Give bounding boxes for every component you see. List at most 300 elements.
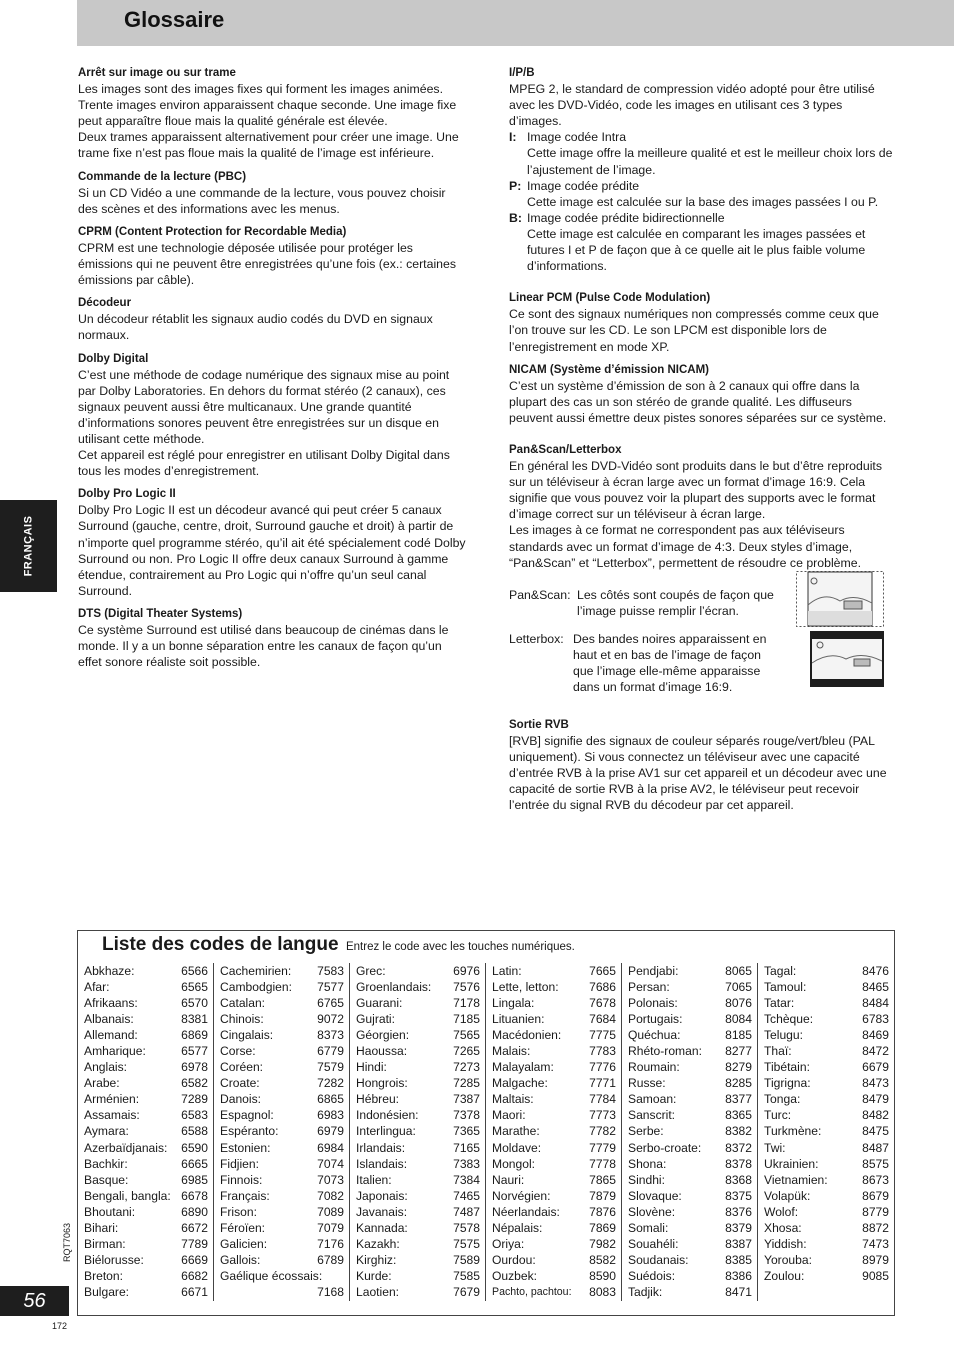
language-name: Telugu:: [764, 1028, 803, 1043]
language-code: 7079: [317, 1220, 344, 1235]
language-name: Galicien:: [220, 1236, 268, 1251]
language-name: Islandais:: [356, 1156, 408, 1171]
language-entry: [492, 1107, 616, 1123]
language-entry: [628, 1236, 752, 1252]
language-entry: [628, 995, 752, 1011]
language-entry: [84, 1075, 208, 1091]
language-code: 8979: [862, 1252, 889, 1267]
language-entry: [220, 1188, 344, 1204]
language-entry: [84, 1284, 208, 1300]
language-entry: [356, 979, 480, 995]
language-entry: [220, 1220, 344, 1236]
language-name: Norvégien:: [492, 1188, 551, 1203]
language-column: [78, 963, 214, 1301]
ipb-desc: Cette image est calculée en comparant les images passées et futures I et P de façon que à ce quelle ait le plus faible volume d’informations.: [527, 226, 866, 274]
language-name: Basque:: [84, 1172, 129, 1187]
language-entry: [220, 1252, 344, 1268]
language-code: 7089: [317, 1204, 344, 1219]
language-code: 7082: [317, 1188, 344, 1203]
glossary-term: Décodeur: [78, 297, 132, 310]
language-name: Amharique:: [84, 1044, 146, 1059]
glossary-text: [RVB] signifie des signaux de couleur séparés rouge/vert/bleu (PAL uniquement). Si vous connectez un téléviseur avec une capacité d’entrée RVB à la prise AV1 sur cet appareil et un décodeur avec une capacité de sortie RVB à la prise AV2, le téléviseur peut recevoir l’entrée du signal RVB du décodeur par cet appareil.: [509, 733, 887, 813]
glossary-text: C’est un système d’émission de son à 2 canaux qui offre dans la plupart des cas un son stéréo de grande qualité. Les diffuseurs peuvent aussi émettre deux pistes sonores séparées sur ce système.: [509, 378, 887, 425]
language-code: 7783: [589, 1044, 616, 1059]
language-entry: [764, 1011, 889, 1027]
language-code: 7585: [453, 1268, 480, 1283]
language-code: 7782: [589, 1124, 616, 1139]
language-name: Pendjabi:: [628, 964, 679, 978]
language-entry: [84, 1268, 208, 1284]
language-name: Géorgien:: [356, 1028, 410, 1043]
language-code: 7589: [453, 1252, 480, 1267]
language-name: Rhéto-roman:: [628, 1044, 702, 1059]
language-name: Laotien:: [356, 1284, 400, 1299]
language-code: 7771: [589, 1076, 616, 1091]
language-entry: [220, 1140, 344, 1156]
language-code: 6679: [862, 1060, 889, 1075]
language-code: 8385: [725, 1252, 752, 1267]
language-entry: [628, 979, 752, 995]
language-entry: [492, 1011, 616, 1027]
language-name: Serbo-croate:: [628, 1140, 702, 1155]
language-code: 7565: [453, 1028, 480, 1043]
language-name: Azerbaïdjanais:: [84, 1140, 168, 1155]
language-entry: [764, 995, 889, 1011]
language-entry: [492, 1059, 616, 1075]
language-name: Serbe:: [628, 1124, 664, 1139]
glossary-text: Les images sont des images fixes qui forment les images animées. Trente images environ apparaissent chaque seconde. Une image fixe peut apparaître floue mais la qualité générale est élevée.: [78, 82, 457, 129]
language-name: Tamoul:: [764, 980, 807, 995]
language-entry: [492, 1043, 616, 1059]
language-name: Bulgare:: [84, 1284, 130, 1299]
language-name: Turc:: [764, 1108, 792, 1123]
language-entry: [84, 1204, 208, 1220]
language-name: Samoan:: [628, 1092, 677, 1107]
language-name: Slovaque:: [628, 1188, 682, 1203]
language-entry: [356, 1123, 480, 1139]
language-entry: [84, 1188, 208, 1204]
language-code: 8368: [725, 1172, 752, 1187]
language-code: 7265: [453, 1044, 480, 1059]
language-code: 7779: [589, 1140, 616, 1155]
language-entry: [356, 1204, 480, 1220]
glossary-entry: [78, 65, 466, 162]
glossary-text: Si un CD Vidéo a une commande de la lecture, vous pouvez choisir des scènes et des informations avec les menus.: [78, 185, 446, 216]
language-entry: [356, 995, 480, 1011]
language-code: 7176: [317, 1236, 344, 1251]
language-name: Irlandais:: [356, 1140, 406, 1155]
language-code: 9072: [317, 1012, 344, 1027]
language-code: 8484: [862, 996, 889, 1011]
language-entry: [356, 1091, 480, 1107]
language-code: 7384: [453, 1172, 480, 1187]
language-entry: [764, 963, 889, 979]
language-entry: [84, 1140, 208, 1156]
language-entry: [492, 1252, 616, 1268]
language-entry: [492, 1091, 616, 1107]
language-code: 8487: [862, 1140, 889, 1155]
language-entry: [764, 1268, 889, 1284]
language-name: Breton:: [84, 1268, 123, 1283]
language-entry: [356, 1236, 480, 1252]
ipb-desc: Cette image est calculée sur la base des images passées I ou P.: [527, 194, 879, 209]
language-name: Wolof:: [764, 1204, 799, 1219]
language-code: 6789: [317, 1252, 344, 1267]
language-code: 7865: [589, 1172, 616, 1187]
language-codes-heading: [102, 934, 575, 956]
language-code: 7387: [453, 1092, 480, 1107]
language-name: Sanscrit:: [628, 1108, 676, 1123]
language-code: 8469: [862, 1028, 889, 1043]
language-entry: [628, 1156, 752, 1172]
language-code: 7465: [453, 1188, 480, 1203]
language-code: 8377: [725, 1092, 752, 1107]
letterbox-key: Letterbox:: [509, 631, 564, 646]
language-entry: [492, 1220, 616, 1236]
language-name: Kannada:: [356, 1220, 408, 1235]
language-code: 7577: [317, 980, 344, 995]
language-code: 8083: [589, 1284, 616, 1299]
language-name: Thaï:: [764, 1044, 792, 1059]
language-code: 8185: [725, 1028, 752, 1043]
language-entry: [492, 995, 616, 1011]
language-code: 6566: [181, 964, 208, 978]
language-entry: [628, 1059, 752, 1075]
language-entry: [628, 1172, 752, 1188]
language-name: Xhosa:: [764, 1220, 802, 1235]
language-entry: [492, 1204, 616, 1220]
language-entry: [356, 1140, 480, 1156]
language-code: 7784: [589, 1092, 616, 1107]
ipb-desc: Cette image offre la meilleure qualité et est le meilleur choix lors de l’ajustement de l’image.: [527, 146, 893, 177]
language-name: Pachto, pachtou:: [492, 1285, 572, 1298]
language-code: 8381: [181, 1012, 208, 1027]
language-entry: [764, 1156, 889, 1172]
language-code: 7575: [453, 1236, 480, 1251]
language-name: Groenlandais:: [356, 980, 432, 995]
language-code: 8472: [862, 1044, 889, 1059]
language-column: [758, 963, 894, 1301]
language-name: Oriya:: [492, 1236, 525, 1251]
language-name: Latin:: [492, 964, 522, 978]
language-entry: [764, 1172, 889, 1188]
glossary-term: Sortie RVB: [509, 718, 569, 731]
language-name: Coréen:: [220, 1060, 264, 1075]
language-side-tab: [0, 500, 57, 592]
language-code: 7282: [317, 1076, 344, 1091]
language-entry: [356, 963, 480, 979]
ipb-title: Image codée prédite bidirectionnelle: [527, 210, 725, 225]
language-code: 7285: [453, 1076, 480, 1091]
language-code: 7383: [453, 1156, 480, 1171]
glossary-term: Linear PCM (Pulse Code Modulation): [509, 292, 711, 305]
language-entry: [628, 1027, 752, 1043]
glossary-text: C’est une méthode de codage numérique des signaux mise au point par Dolby Laboratories. En dehors du format stéréo (2 canaux), ces signaux peuvent aussi être multicanaux. Une grande quantité d’informations sonores peuvent être enregistrées sur un disque en utilisant cette méthode.: [78, 367, 450, 446]
panscan-desc: Les côtés sont coupés de façon que l’image puisse remplir l’écran.: [577, 587, 774, 618]
language-name: Cachemirien:: [220, 964, 292, 978]
language-entry: [628, 1123, 752, 1139]
glossary-term: Dolby Digital: [78, 352, 149, 365]
language-entry: [356, 1059, 480, 1075]
language-name: Hindi:: [356, 1060, 387, 1075]
language-entry: [220, 1172, 344, 1188]
language-name: Bihari:: [84, 1220, 119, 1235]
glossary-right-column: [509, 65, 897, 820]
language-code: 8673: [862, 1172, 889, 1187]
ipb-item: [509, 178, 897, 194]
glossary-text: En général les DVD-Vidéo sont produits dans le but d’être reproduits sur un téléviseur à écran large avec un format d’image 16:9. Cela signifie que vous pouvez voir la plupart des supports avec le format d’image correct sur un téléviseur à écran large.: [509, 459, 882, 522]
language-code: 7365: [453, 1124, 480, 1139]
language-name: Féroïen:: [220, 1220, 266, 1235]
language-name: Lingala:: [492, 996, 535, 1011]
language-entry: [84, 1236, 208, 1252]
language-entry: [628, 1075, 752, 1091]
language-entry: [492, 1284, 616, 1300]
ipb-title: Image codée Intra: [527, 130, 627, 145]
language-code: 6890: [181, 1204, 208, 1219]
language-name: Nauri:: [492, 1172, 525, 1187]
language-name: Bengali, bangla:: [84, 1188, 171, 1203]
glossary-entry: [78, 486, 466, 599]
language-entry: [628, 1107, 752, 1123]
language-code: 7678: [589, 996, 616, 1011]
language-name: Yorouba:: [764, 1252, 812, 1267]
language-code: 7876: [589, 1204, 616, 1219]
panscan-illustration: [796, 571, 884, 627]
language-name: Maltais:: [492, 1092, 534, 1107]
language-entry: [764, 1107, 889, 1123]
language-code: 7576: [453, 980, 480, 995]
language-name: Bhoutani:: [84, 1204, 136, 1219]
language-code: 6672: [181, 1220, 208, 1235]
language-name: Lituanien:: [492, 1012, 545, 1027]
glossary-term: NICAM (Système d’émission NICAM): [509, 363, 710, 376]
language-entry: [220, 1027, 344, 1043]
language-name: Arménien:: [84, 1092, 140, 1107]
language-name: Souahéli:: [628, 1236, 679, 1251]
language-code: 8679: [862, 1188, 889, 1203]
language-entry: [84, 1011, 208, 1027]
language-entry: [84, 1123, 208, 1139]
language-name: Shona:: [628, 1156, 667, 1171]
panscan-row: [509, 587, 897, 631]
language-name: Russe:: [628, 1076, 666, 1091]
language-entry: [356, 1220, 480, 1236]
language-name: Tadjik:: [628, 1284, 663, 1299]
language-name: Suédois:: [628, 1268, 676, 1283]
language-name: Danois:: [220, 1092, 262, 1107]
language-name: Anglais:: [84, 1060, 128, 1075]
language-code: 6865: [317, 1092, 344, 1107]
language-code: 7185: [453, 1012, 480, 1027]
language-entry: [84, 1252, 208, 1268]
glossary-entry: [78, 169, 466, 217]
language-name: Haoussa:: [356, 1044, 408, 1059]
language-entry: [84, 979, 208, 995]
language-code: 6669: [181, 1252, 208, 1267]
language-code: 7773: [589, 1108, 616, 1123]
language-name: Tatar:: [764, 996, 795, 1011]
language-name: Marathe:: [492, 1124, 540, 1139]
language-name: Frison:: [220, 1204, 257, 1219]
language-entry: [628, 1043, 752, 1059]
glossary-entry: [78, 351, 466, 480]
language-name: Polonais:: [628, 996, 678, 1011]
language-name: Kazakh:: [356, 1236, 400, 1251]
language-entry: [764, 1220, 889, 1236]
language-code: 7776: [589, 1060, 616, 1075]
language-code: 8779: [862, 1204, 889, 1219]
language-name: Twi:: [764, 1140, 786, 1155]
language-code: 6577: [181, 1044, 208, 1059]
language-name: Lette, letton:: [492, 980, 559, 995]
language-name: Gaélique écossais:: [220, 1268, 323, 1283]
language-name: Tigrigna:: [764, 1076, 811, 1091]
language-code: 7579: [317, 1060, 344, 1075]
glossary-term: Arrêt sur image ou sur trame: [78, 67, 236, 79]
glossary-entry: [78, 606, 466, 670]
language-entry: [492, 1188, 616, 1204]
language-code: 8476: [862, 964, 889, 978]
language-name: Slovène:: [628, 1204, 676, 1219]
language-code: 6570: [181, 996, 208, 1011]
language-entry: [220, 1236, 344, 1252]
language-entry: [492, 1156, 616, 1172]
language-name: Malgache:: [492, 1076, 548, 1091]
language-code: 8375: [725, 1188, 752, 1203]
language-code: 7273: [453, 1060, 480, 1075]
language-column: [622, 963, 758, 1301]
language-entry: [220, 979, 344, 995]
language-name: Javanais:: [356, 1204, 408, 1219]
language-name: Malais:: [492, 1044, 531, 1059]
language-entry: [356, 1075, 480, 1091]
language-name: Birman:: [84, 1236, 126, 1251]
glossary-left-column: [78, 65, 466, 677]
glossary-term: Dolby Pro Logic II: [78, 488, 176, 501]
language-code: 6565: [181, 980, 208, 995]
language-entry: [764, 1188, 889, 1204]
language-entry: [492, 963, 616, 979]
language-entry: [764, 1140, 889, 1156]
language-entry: [84, 1172, 208, 1188]
language-code: 7686: [589, 980, 616, 995]
language-name: Maori:: [492, 1108, 526, 1123]
language-code: 8471: [725, 1284, 752, 1299]
language-entry: [628, 1091, 752, 1107]
language-code: 7778: [589, 1156, 616, 1171]
language-entry: [356, 1284, 480, 1300]
language-name: Hébreu:: [356, 1092, 400, 1107]
language-code: 6983: [317, 1108, 344, 1123]
language-name: Ukrainien:: [764, 1156, 819, 1171]
ipb-key: B:: [509, 210, 522, 225]
page-number: 56: [0, 1286, 69, 1316]
glossary-text: MPEG 2, le standard de compression vidéo adopté pour être utilisé avec les DVD-Vidéo, code les images en utilisant ces 3 types d’images.: [509, 82, 875, 129]
language-entry: [764, 1204, 889, 1220]
language-name: Albanais:: [84, 1012, 134, 1027]
language-entry: [764, 1027, 889, 1043]
language-name: Cambodgien:: [220, 980, 292, 995]
language-entry: [220, 995, 344, 1011]
language-entry: [84, 963, 208, 979]
language-entry: [220, 1123, 344, 1139]
language-entry: [356, 1043, 480, 1059]
language-entry: [220, 1204, 344, 1220]
language-code: 6976: [453, 964, 480, 978]
glossary-entry: [509, 362, 897, 426]
language-name: Moldave:: [492, 1140, 542, 1155]
small-page-number: 172: [52, 1321, 68, 1331]
language-name: Italien:: [356, 1172, 392, 1187]
language-column: [214, 963, 350, 1301]
language-name: Fidjien:: [220, 1156, 259, 1171]
language-code: 7487: [453, 1204, 480, 1219]
language-entry: [628, 963, 752, 979]
language-code: 7982: [589, 1236, 616, 1251]
language-code: 7578: [453, 1220, 480, 1235]
language-code: 6984: [317, 1140, 344, 1155]
language-entry: [764, 1043, 889, 1059]
language-entry: [764, 1252, 889, 1268]
language-code: 8382: [725, 1124, 752, 1139]
language-name: Assamais:: [84, 1108, 140, 1123]
glossary-text: Les images à ce format ne correspondent pas aux téléviseurs standards avec un format d’image de 4:3. Deux styles d’image, “Pan&Scan” et “Letterbox”, permettent de résoudre ce problème.: [509, 523, 862, 570]
language-entry: [220, 1011, 344, 1027]
language-entry: [764, 1091, 889, 1107]
language-code: 6869: [181, 1028, 208, 1043]
language-name: Grec:: [356, 964, 386, 978]
language-code: 8378: [725, 1156, 752, 1171]
language-entry: [84, 995, 208, 1011]
language-code: 9085: [862, 1268, 889, 1283]
language-name: Soudanais:: [628, 1252, 689, 1267]
language-code: 8279: [725, 1060, 752, 1075]
language-name: Roumain:: [628, 1060, 680, 1075]
language-column: [486, 963, 622, 1301]
language-code: 6978: [181, 1060, 208, 1075]
language-code: 8376: [725, 1204, 752, 1219]
language-code: 8872: [862, 1220, 889, 1235]
language-entry: [492, 1075, 616, 1091]
language-name: Aymara:: [84, 1124, 129, 1139]
language-name: Quéchua:: [628, 1028, 681, 1043]
language-name: Biélorusse:: [84, 1252, 144, 1267]
language-code: 6582: [181, 1076, 208, 1091]
glossary-term: DTS (Digital Theater Systems): [78, 607, 243, 620]
glossary-entry: [509, 717, 897, 814]
language-codes-columns: [78, 963, 894, 1301]
language-name: Sindhi:: [628, 1172, 665, 1187]
language-code: 8473: [862, 1076, 889, 1091]
language-entry: [356, 1268, 480, 1284]
language-code: 8575: [862, 1156, 889, 1171]
glossary-text: Un décodeur rétablit les signaux audio codés du DVD en signaux normaux.: [78, 312, 433, 343]
glossary-term: Commande de la lecture (PBC): [78, 170, 247, 183]
language-entry: [492, 1268, 616, 1284]
glossary-entry: [509, 290, 897, 354]
language-name: Malayalam:: [492, 1060, 554, 1075]
glossary-text: Cet appareil est réglé pour enregistrer en utilisant Dolby Digital dans tous les modes d’enregistrement.: [78, 448, 450, 479]
language-entry: [84, 1156, 208, 1172]
ipb-item: [509, 129, 897, 145]
language-name: Kirghiz:: [356, 1252, 397, 1267]
language-entry: [356, 1156, 480, 1172]
glossary-text: Ce système Surround est utilisé dans beaucoup de cinémas dans le monde. Il y a un bonne séparation entre les canaux de façon qu’un effet sonore réaliste soit possible.: [78, 623, 449, 670]
language-name: Croate:: [220, 1076, 260, 1091]
language-code: 6682: [181, 1268, 208, 1283]
language-entry: [220, 1059, 344, 1075]
